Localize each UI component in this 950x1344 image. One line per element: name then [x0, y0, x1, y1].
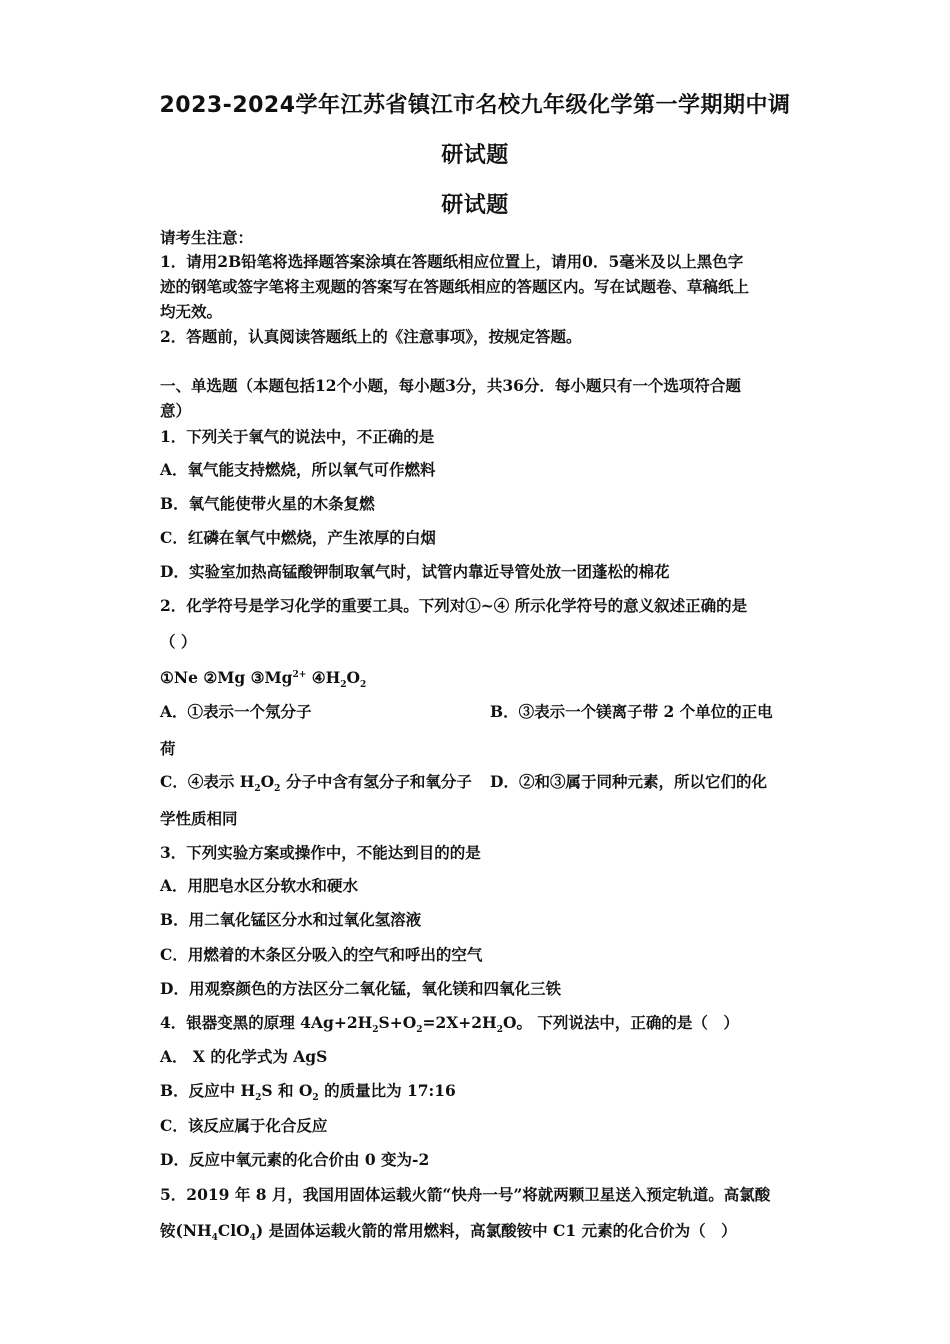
q3-stem: 3．下列实验方案或操作中，不能达到目的的是	[160, 843, 481, 862]
q4-stem: 4．银器变黑的原理 $4Ag+2H_2S+O_2=2X+2H_2O$。 下列说法中，正确的是（ ）	[160, 1013, 739, 1036]
notice-item-2: 2．答题前，认真阅读答题纸上的《注意事项》，按规定答题。	[160, 327, 582, 346]
q3-option-b: B．用二氧化锰区分水和过氧化氢溶液	[160, 910, 422, 929]
notice-item-1-cont: 迹的钢笔或签字笔将主观题的答案写在答题纸相应的答题区内。写在试题卷、草稿纸上	[160, 277, 750, 296]
q2-paren: （ ）	[160, 632, 197, 651]
q1-option-c: C．红磷在氧气中燃烧，产生浓厚的白烟	[160, 528, 436, 547]
q4-option-c: C．该反应属于化合反应	[160, 1116, 328, 1135]
q2-option-a: A．①表示一个氖分子	[160, 702, 312, 721]
page-title-line1: 2023-2024学年江苏省镇江市名校九年级化学第一学期期中调	[159, 93, 791, 118]
q1-stem: 1．下列关于氧气的说法中，不正确的是	[160, 427, 435, 446]
q2-option-c: C．④表示 $H_2O_2$ 分子中含有氢分子和氧分子	[160, 772, 472, 795]
q4-option-b: B．反应中 $H_2S$ 和 $O_2$ 的质量比为 17:16	[160, 1081, 456, 1104]
q2-option-b-cont: 荷	[160, 739, 176, 758]
section-heading: 一、单选题（本题包括12个小题，每小题3分，共36分．每小题只有一个选项符合题	[160, 376, 741, 395]
notice-heading: 请考生注意：	[160, 228, 254, 247]
q2-option-b: B．③表示一个镁离子带 2 个单位的正电	[490, 702, 773, 721]
q2-option-d-cont: 学性质相同	[160, 809, 238, 828]
q4-option-d: D．反应中氧元素的化合价由 0 变为-2	[160, 1150, 430, 1169]
q2-option-row2	[160, 772, 800, 795]
q1-option-b: B．氧气能使带火星的木条复燃	[160, 494, 375, 513]
q5-stem-cont: 铵$(NH_4ClO_4)$ 是固体运载火箭的常用燃料，高氯酸铵中 C1 元素的化合价为（ ）	[160, 1221, 737, 1244]
q3-option-a: A．用肥皂水区分软水和硬水	[160, 876, 359, 895]
q2-stem: 2．化学符号是学习化学的重要工具。下列对①~④ 所示化学符号的意义叙述正确的是	[160, 596, 748, 615]
q1-option-a: A．氧气能支持燃烧，所以氧气可作燃料	[160, 460, 436, 479]
q2-symbols: ①Ne ②Mg $③Mg^{2+}$ $④H_2O_2$	[160, 668, 367, 691]
q4-option-a: A． X 的化学式为 AgS	[160, 1047, 328, 1066]
q3-option-d: D．用观察颜色的方法区分二氧化锰，氧化镁和四氧化三铁	[160, 979, 561, 998]
section-heading-cont: 意）	[160, 401, 192, 420]
q5-stem: 5．2019 年 8 月，我国用固体运载火箭“快舟一号”将就两颗卫星送入预定轨道。高氯酸	[160, 1185, 771, 1204]
q1-option-d: D．实验室加热高锰酸钾制取氧气时，试管内靠近导管处放一团蓬松的棉花	[160, 562, 670, 581]
page-title-line2: 研试题	[441, 143, 509, 168]
q3-option-c: C．用燃着的木条区分吸入的空气和呼出的空气	[160, 945, 483, 964]
notice-item-1-end: 均无效。	[160, 302, 223, 321]
page-title-line3: 研试题	[441, 193, 509, 218]
q2-option-row1	[160, 702, 800, 722]
notice-item-1: 1．请用2B铅笔将选择题答案涂填在答题纸相应位置上，请用0．5毫米及以上黑色字	[160, 252, 744, 271]
q2-option-d: D．②和③属于同种元素，所以它们的化	[490, 772, 767, 791]
